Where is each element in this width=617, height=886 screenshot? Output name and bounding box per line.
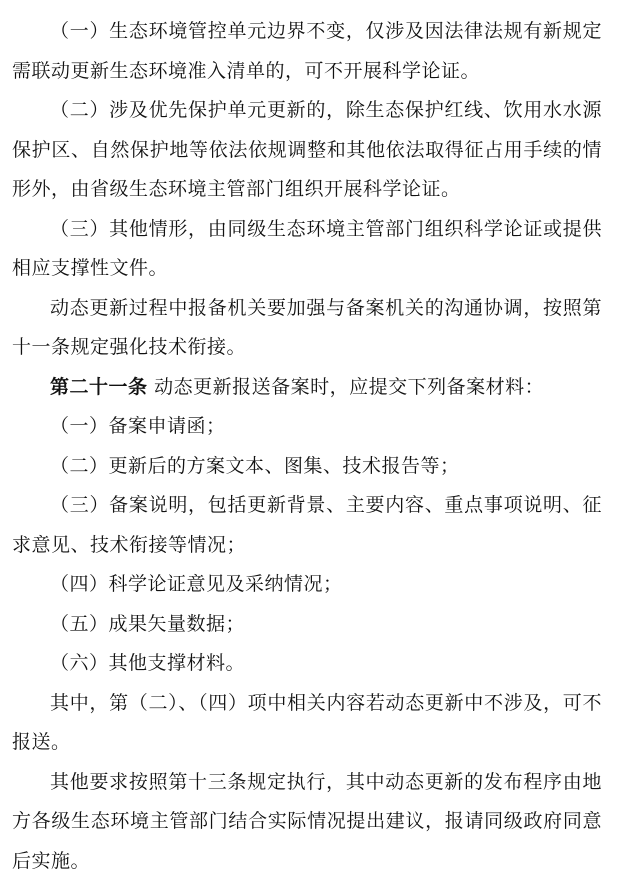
paragraph-exemption: 其中，第（二）、（四）项中相关内容若动态更新中不涉及，可不报送。: [12, 691, 602, 753]
list-item-4: （四）科学论证意见及采纳情况；: [50, 573, 343, 595]
article-heading: 第二十一条: [50, 375, 148, 398]
list-item-6: （六）其他支撑材料。: [50, 652, 246, 674]
list-item-3: （三）备案说明，包括更新背景、主要内容、重点事项说明、征求意见、技术衔接等情况；: [12, 494, 602, 556]
list-item-2: （二）更新后的方案文本、图集、技术报告等；: [50, 454, 460, 477]
article-body: 动态更新报送备案时，应提交下列备案材料：: [154, 375, 545, 398]
list-item-1: （一）备案申请函；: [50, 415, 226, 437]
paragraph-article-21: [12, 368, 602, 408]
paragraph-item-2: （二）涉及优先保护单元更新的，除生态保护红线、饮用水水源保护区、自然保护地等依法依规调整和其他依法取得征占用手续的情形外，由省级生态环境主管部门组织开展科学论证。: [12, 99, 602, 200]
paragraph-coordination: 动态更新过程中报备机关要加强与备案机关的沟通协调，按照第十一条规定强化技术衔接。: [12, 296, 602, 358]
list-item-5: （五）成果矢量数据；: [50, 612, 246, 635]
paragraph-other-requirements: 其他要求按照第十三条规定执行，其中动态更新的发布程序由地方各级生态环境主管部门结合实际情况提出建议，报请同级政府同意后实施。: [12, 770, 602, 872]
document-page: [12, 12, 602, 881]
paragraph-item-3: （三）其他情形，由同级生态环境主管部门组织科学论证或提供相应支撑性文件。: [12, 217, 602, 279]
paragraph-item-1: （一）生态环境管控单元边界不变，仅涉及因法律法规有新规定需联动更新生态环境准入清单的，可不开展科学论证。: [12, 20, 602, 82]
